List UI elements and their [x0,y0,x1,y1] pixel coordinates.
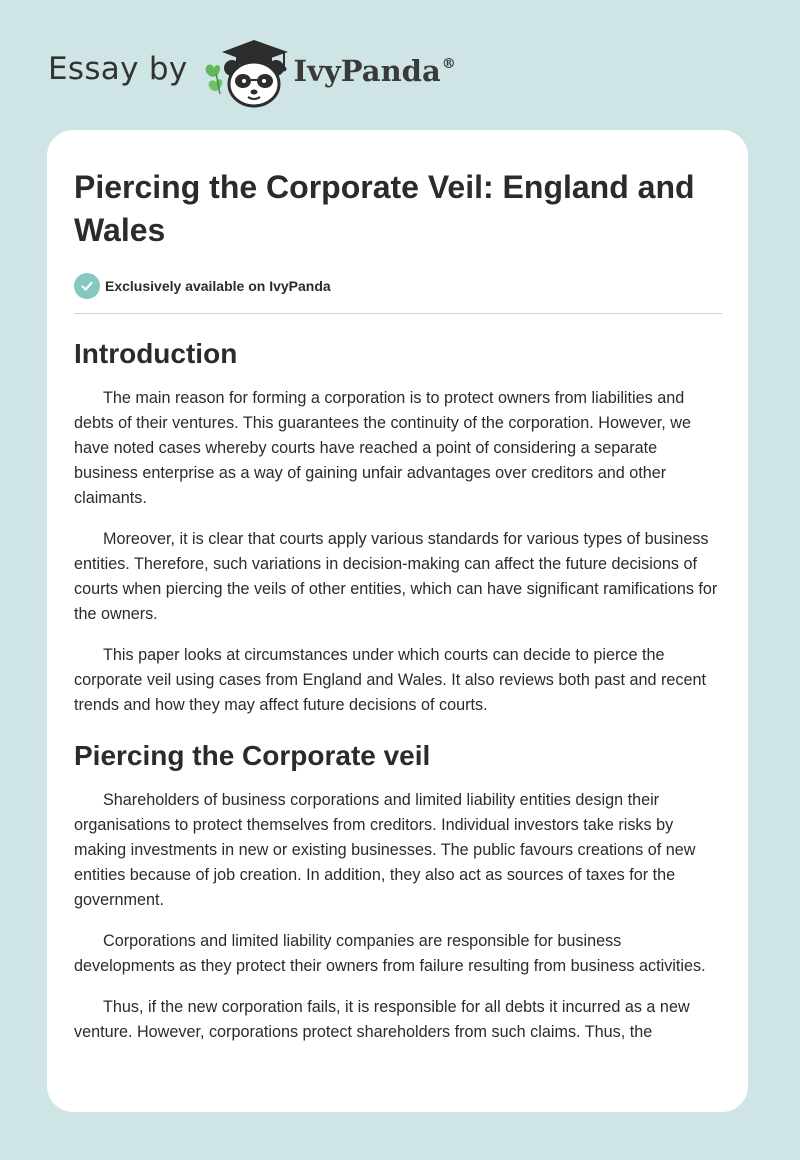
section-introduction [74,336,722,718]
essay-card [47,130,748,1112]
exclusive-badge [74,273,722,299]
paragraph: Moreover, it is clear that courts apply various standards for various types of business entities. Therefore, such variations in decision-making can affect the future decisions of courts when piercing the veils of other entities, which can have significant ramifications for the owners. [74,530,718,623]
check-circle-icon [74,273,100,299]
paragraph: The main reason for forming a corporation is to protect owners from liabilities and debts of their ventures. This guarantees the continuity of the corporation. However, we have noted cases whereby courts have reached a point of considering a separate business enterprise as a way of gaining unfair advantages over creditors and other claimants. [74,389,691,507]
brand-name[interactable] [294,54,456,88]
page-title: Piercing the Corporate Veil: England and Wales [74,169,695,248]
registered-mark: ® [441,56,456,72]
exclusive-badge-text: Exclusively available on IvyPanda [105,278,331,294]
paragraph: This paper looks at circumstances under which courts can decide to pierce the corporate veil using cases from England and Wales. It also reviews both past and recent trends and how they may affect future decisions of courts. [74,646,706,714]
section-heading: Piercing the Corporate veil [74,740,431,771]
divider [74,313,722,314]
paragraph: Corporations and limited liability companies are responsible for business developments as they protect their owners from failure resulting from business activities. [74,932,706,975]
essay-by-label: Essay by [48,51,188,87]
ivypanda-logo-icon[interactable] [202,34,290,110]
section-heading: Introduction [74,338,238,369]
paragraph: Thus, if the new corporation fails, it is responsible for all debts it incurred as a new venture. However, corporations protect shareholders from such claims. Thus, the [74,998,690,1041]
paragraph: Shareholders of business corporations and limited liability entities design their organisations to protect themselves from creditors. Individual investors take risks by making investments in new or existing businesses. The public favours creations of new entities because of job creation. In addition, they also act as sources of taxes for the government. [74,791,696,909]
site-header [48,34,456,110]
brand-text: IvyPanda [293,54,441,88]
section-piercing-the-corporate-veil [74,738,722,1045]
